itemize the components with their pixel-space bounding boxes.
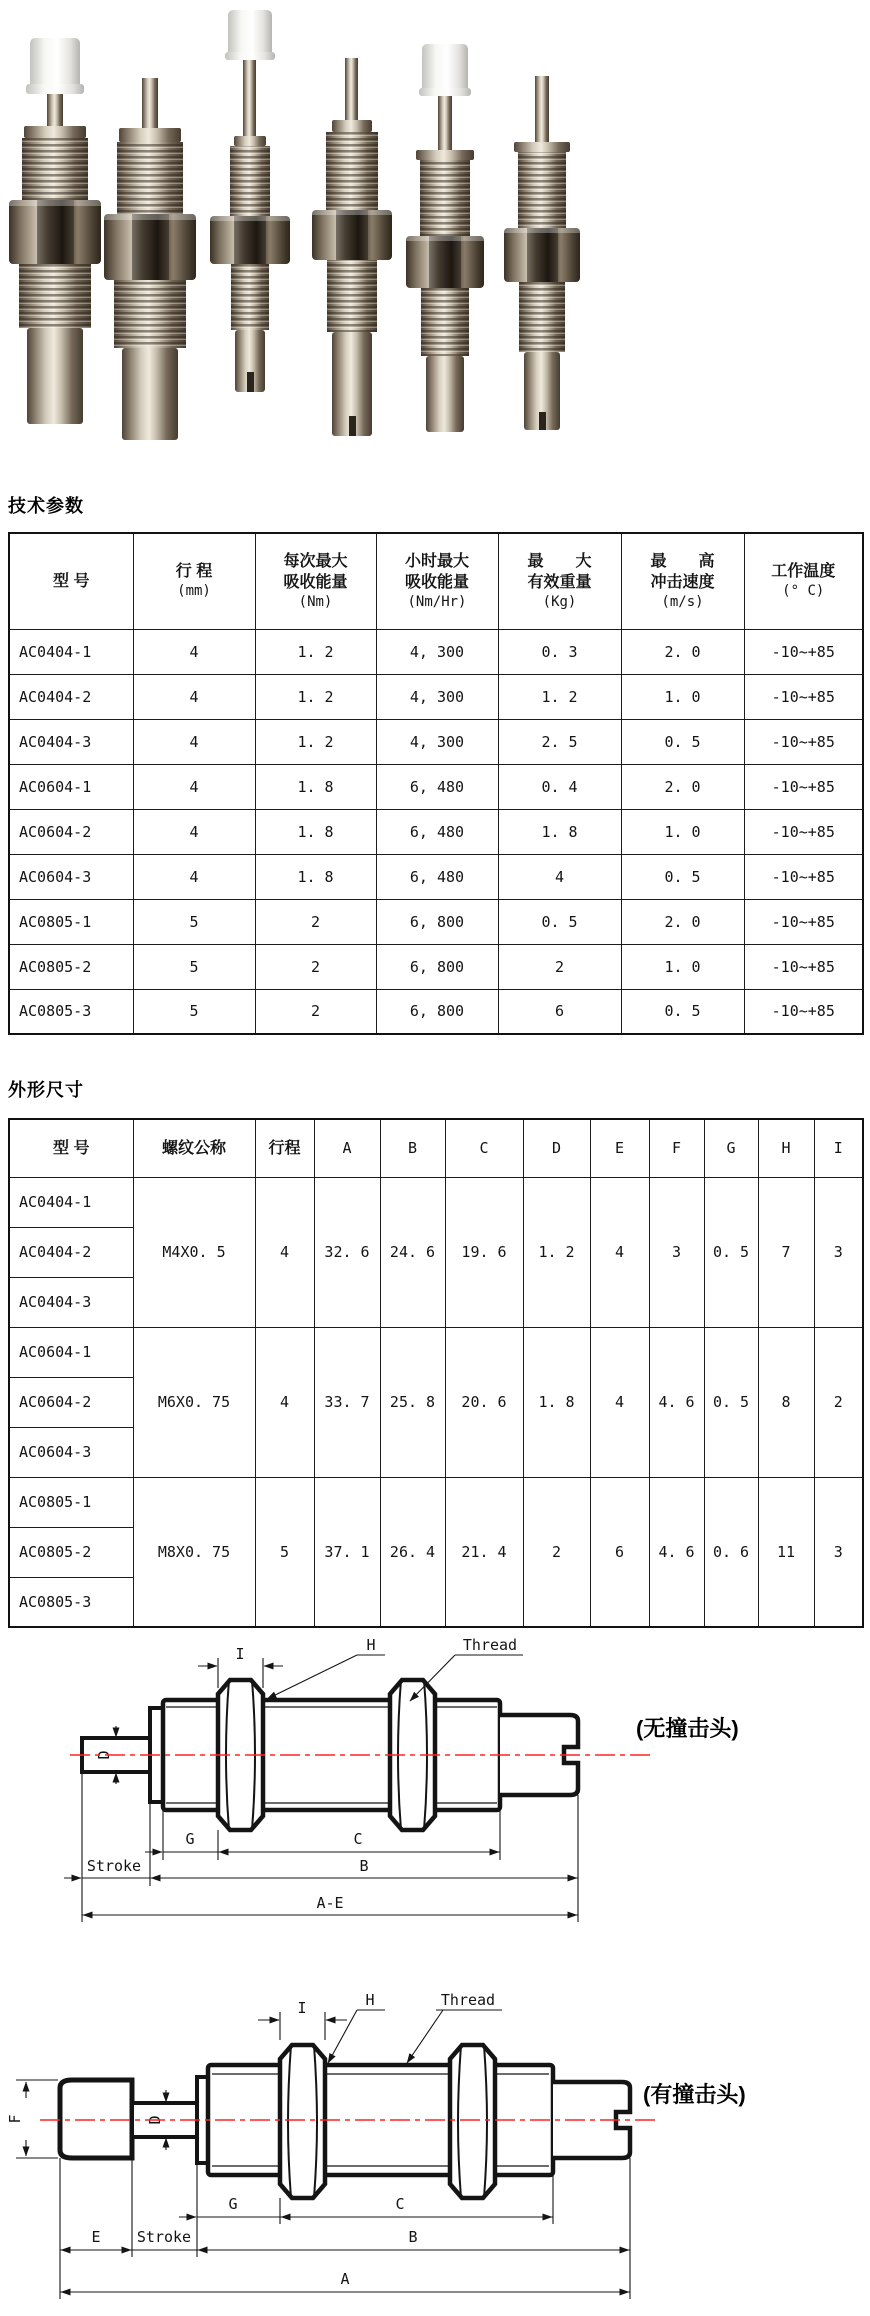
model-cell: AC0604-2 — [9, 1377, 133, 1427]
cell: 0. 6 — [704, 1477, 758, 1627]
cell: 0. 5 — [704, 1177, 758, 1327]
cell: 1. 0 — [621, 944, 744, 989]
product-photos — [0, 0, 870, 465]
col-header-F: F — [649, 1119, 704, 1177]
variant-label-no-head: (无撞击头) — [636, 1716, 739, 1741]
cell: 4, 300 — [376, 629, 498, 674]
product-photo-5 — [406, 44, 484, 432]
cell: 11 — [758, 1477, 814, 1627]
cell: -10~+85 — [744, 899, 863, 944]
cell: 2 — [255, 899, 376, 944]
cell: 6, 800 — [376, 944, 498, 989]
dim-label-thread: Thread — [462, 1636, 518, 1654]
drawing-without-head — [0, 1630, 870, 1936]
hex-nut — [450, 2045, 495, 2198]
dim-label-d: D — [146, 2115, 164, 2125]
dimensions-table — [8, 1118, 864, 1628]
col-header-H: H — [758, 1119, 814, 1177]
model-cell: AC0805-1 — [9, 899, 133, 944]
cell: -10~+85 — [744, 854, 863, 899]
model-cell: AC0604-3 — [9, 1427, 133, 1477]
cell: 0. 5 — [704, 1327, 758, 1477]
cell: 0. 5 — [621, 854, 744, 899]
table-row — [9, 1477, 863, 1527]
cell: 1. 2 — [255, 719, 376, 764]
col-header-E: E — [590, 1119, 649, 1177]
col-header-stroke: 行 程 (mm) — [133, 533, 255, 629]
cell: 5 — [255, 1477, 314, 1627]
cell: -10~+85 — [744, 629, 863, 674]
product-photo-2 — [104, 78, 196, 440]
table-row — [9, 719, 863, 764]
cell: 6, 480 — [376, 809, 498, 854]
dim-label-f: F — [6, 2114, 24, 2124]
dim-label-a-e: A-E — [316, 1894, 344, 1912]
cell: 37. 1 — [314, 1477, 380, 1627]
cell: -10~+85 — [744, 944, 863, 989]
slot — [539, 412, 546, 430]
col-header-model: 型 号 — [9, 533, 133, 629]
cell: 4. 6 — [649, 1477, 704, 1627]
dim-label-b: B — [359, 1857, 369, 1875]
col-header-B: B — [380, 1119, 445, 1177]
model-cell: AC0404-1 — [9, 629, 133, 674]
dim-label-h: H — [365, 1991, 375, 2009]
cell: 6, 800 — [376, 989, 498, 1034]
cell: 0. 5 — [498, 899, 621, 944]
cell: 8 — [758, 1327, 814, 1477]
cell: 4 — [133, 854, 255, 899]
dim-label-d: D — [95, 1750, 113, 1760]
thread-section — [230, 146, 270, 216]
dim-label-c: C — [353, 1830, 363, 1848]
table-row — [9, 674, 863, 719]
model-cell: AC0805-1 — [9, 1477, 133, 1527]
cell: 1. 0 — [621, 809, 744, 854]
dim-label-i: I — [235, 1645, 245, 1663]
white-cap — [30, 38, 80, 90]
model-cell: AC0404-3 — [9, 1277, 133, 1327]
cell: -10~+85 — [744, 809, 863, 854]
tech-header-row — [9, 533, 863, 629]
model-cell: AC0604-2 — [9, 809, 133, 854]
body-cylinder — [122, 348, 178, 440]
cell: 0. 5 — [621, 719, 744, 764]
dim-label-a: A — [340, 2270, 350, 2288]
col-header-D: D — [523, 1119, 590, 1177]
piston-rod — [142, 78, 158, 128]
dim-label-h: H — [366, 1636, 376, 1654]
dimensions-title: 外形尺寸 — [8, 1080, 84, 1100]
thread-section — [117, 142, 183, 214]
table-row — [9, 1177, 863, 1227]
cell: 2 — [498, 944, 621, 989]
body-cylinder — [27, 328, 83, 424]
product-photo-6 — [504, 76, 580, 430]
thread-cell: M4X0. 5 — [133, 1177, 255, 1327]
tech-params-title: 技术参数 — [8, 496, 84, 516]
cell: 25. 8 — [380, 1327, 445, 1477]
cell: 4 — [133, 764, 255, 809]
tech-params-table — [8, 532, 864, 1035]
col-header-max-weight: 最 大 有效重量 (Kg) — [498, 533, 621, 629]
table-row — [9, 1327, 863, 1377]
thread-section — [326, 132, 378, 210]
drawing-with-head — [0, 1950, 870, 2316]
cell: 2. 5 — [498, 719, 621, 764]
product-photo-3 — [210, 10, 290, 392]
cell: 24. 6 — [380, 1177, 445, 1327]
cell: 4 — [133, 629, 255, 674]
cell: 0. 4 — [498, 764, 621, 809]
hex-nut — [280, 2045, 325, 2198]
cell: 4 — [590, 1327, 649, 1477]
dim-label-g: G — [228, 2195, 238, 2213]
cell: 6 — [590, 1477, 649, 1627]
cell: 6, 800 — [376, 899, 498, 944]
dim-label-g: G — [185, 1830, 195, 1848]
product-photo-4 — [312, 58, 392, 436]
cell: 33. 7 — [314, 1327, 380, 1477]
cell: 6, 480 — [376, 764, 498, 809]
cell: 26. 4 — [380, 1477, 445, 1627]
dim-label-stroke: Stroke — [136, 2228, 192, 2246]
dim-label-stroke: Stroke — [86, 1857, 142, 1875]
model-cell: AC0404-2 — [9, 1227, 133, 1277]
table-row — [9, 809, 863, 854]
model-cell: AC0404-1 — [9, 1177, 133, 1227]
dim-label-c: C — [395, 2195, 405, 2213]
white-cap — [422, 44, 468, 94]
variant-label-with-head: (有撞击头) — [643, 2082, 746, 2107]
piston-rod — [47, 94, 63, 130]
cell: 2 — [255, 944, 376, 989]
cell: 3 — [814, 1177, 863, 1327]
cell: 1. 8 — [523, 1327, 590, 1477]
cell: 0. 3 — [498, 629, 621, 674]
model-cell: AC0404-2 — [9, 674, 133, 719]
table-row — [9, 764, 863, 809]
piston-rod — [243, 60, 256, 136]
model-cell: AC0404-3 — [9, 719, 133, 764]
model-cell: AC0805-2 — [9, 944, 133, 989]
cell: 4 — [255, 1327, 314, 1477]
cell: 2 — [523, 1477, 590, 1627]
dim-label-e: E — [91, 2228, 101, 2246]
cell: 5 — [133, 944, 255, 989]
col-header-energy-hour: 小时最大 吸收能量 (Nm/Hr) — [376, 533, 498, 629]
white-cap — [228, 10, 272, 58]
cell: -10~+85 — [744, 719, 863, 764]
cell: 4 — [133, 719, 255, 764]
piston-rod — [345, 58, 358, 120]
table-row — [9, 899, 863, 944]
cell: 4 — [255, 1177, 314, 1327]
table-row — [9, 629, 863, 674]
body-cylinder — [426, 356, 464, 432]
cell: 2 — [814, 1327, 863, 1477]
cell: 5 — [133, 989, 255, 1034]
col-header-stroke: 行程 — [255, 1119, 314, 1177]
model-cell: AC0604-1 — [9, 764, 133, 809]
cell: 0. 5 — [621, 989, 744, 1034]
dims-header-row — [9, 1119, 863, 1177]
slot — [349, 416, 356, 436]
cell: 1. 2 — [255, 629, 376, 674]
col-header-model: 型 号 — [9, 1119, 133, 1177]
dim-label-b: B — [408, 2228, 418, 2246]
cell: 2. 0 — [621, 764, 744, 809]
cell: 1. 8 — [255, 809, 376, 854]
cell: 4 — [498, 854, 621, 899]
cell: 1. 0 — [621, 674, 744, 719]
cell: -10~+85 — [744, 674, 863, 719]
model-cell: AC0604-3 — [9, 854, 133, 899]
slot — [247, 372, 254, 392]
dim-label-thread: Thread — [440, 1991, 496, 2009]
col-header-thread: 螺纹公称 — [133, 1119, 255, 1177]
cell: 1. 2 — [523, 1177, 590, 1327]
cell: 4, 300 — [376, 719, 498, 764]
cell: 2. 0 — [621, 629, 744, 674]
cell: 1. 8 — [255, 764, 376, 809]
cell: -10~+85 — [744, 764, 863, 809]
col-header-energy-cycle: 每次最大 吸收能量 (Nm) — [255, 533, 376, 629]
table-row — [9, 854, 863, 899]
cell: 19. 6 — [445, 1177, 523, 1327]
cell: 1. 8 — [498, 809, 621, 854]
piston-rod — [535, 76, 549, 142]
model-cell: AC0805-2 — [9, 1527, 133, 1577]
col-header-I: I — [814, 1119, 863, 1177]
thread-cell: M8X0. 75 — [133, 1477, 255, 1627]
cell: 21. 4 — [445, 1477, 523, 1627]
cell: 6, 480 — [376, 854, 498, 899]
col-header-max-speed: 最 高 冲击速度 (m/s) — [621, 533, 744, 629]
thread-section — [420, 160, 470, 236]
table-row — [9, 989, 863, 1034]
thread-section — [22, 138, 88, 200]
cell: 7 — [758, 1177, 814, 1327]
model-cell: AC0805-3 — [9, 1577, 133, 1627]
cell: 6 — [498, 989, 621, 1034]
cell: 20. 6 — [445, 1327, 523, 1477]
cell: 1. 2 — [498, 674, 621, 719]
cell: 3 — [814, 1477, 863, 1627]
cell: 3 — [649, 1177, 704, 1327]
impact-head — [60, 2080, 132, 2158]
cell: 4. 6 — [649, 1327, 704, 1477]
cell: 2. 0 — [621, 899, 744, 944]
cell: 1. 8 — [255, 854, 376, 899]
col-header-A: A — [314, 1119, 380, 1177]
cell: 4 — [133, 809, 255, 854]
cell: 4 — [590, 1177, 649, 1327]
cell: 5 — [133, 899, 255, 944]
product-photo-1 — [9, 38, 101, 424]
cell: 32. 6 — [314, 1177, 380, 1327]
cell: 2 — [255, 989, 376, 1034]
model-cell: AC0604-1 — [9, 1327, 133, 1377]
cell: 1. 2 — [255, 674, 376, 719]
thread-section — [518, 152, 566, 228]
thread-cell: M6X0. 75 — [133, 1327, 255, 1477]
cell: -10~+85 — [744, 989, 863, 1034]
dim-label-i: I — [297, 1999, 307, 2017]
model-cell: AC0805-3 — [9, 989, 133, 1034]
cell: 4 — [133, 674, 255, 719]
table-row — [9, 944, 863, 989]
col-header-G: G — [704, 1119, 758, 1177]
col-header-C: C — [445, 1119, 523, 1177]
col-header-temp: 工作温度 (° C) — [744, 533, 863, 629]
cell: 4, 300 — [376, 674, 498, 719]
